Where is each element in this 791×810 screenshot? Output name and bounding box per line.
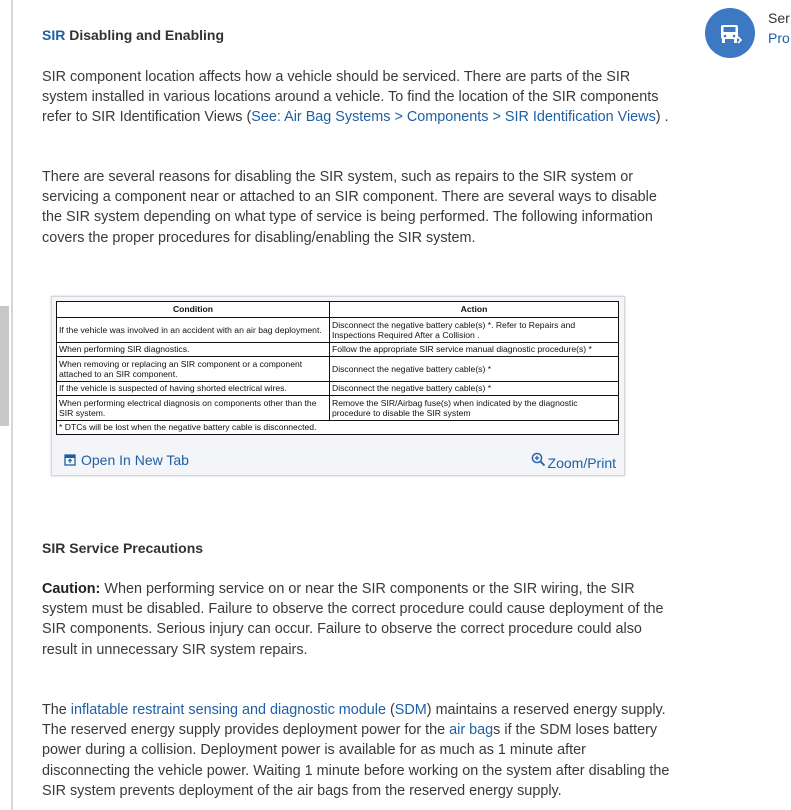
sdm-link[interactable]: SDM [394, 702, 427, 718]
table-row [57, 396, 619, 421]
caution-text: When performing service on or near the SIR components or the SIR wiring, the SIR system must be disabled. Failure to observe the correct procedure could cause deployment of the SIR components. Serious injury can occur. Failure to observe the correct procedure could also result in unnecessary SIR system repairs. [42, 581, 664, 658]
para1-text: SIR component location affects how a vehicle should be serviced. There are parts of the SIR system installed in various locations around a vehicle. To find the location of the SIR components refer to SIR Identification Views ( [42, 69, 659, 126]
sdm-text-b: ( [386, 702, 395, 718]
scrollbar-thumb[interactable] [0, 306, 9, 426]
caution-label: Caution: [42, 581, 101, 597]
table-row [57, 318, 619, 343]
header-action: Action [330, 302, 619, 318]
table-cell: Remove the SIR/Airbag fuse(s) when indicated by the diagnostic procedure to disable the SIR system [330, 396, 619, 421]
table-cell: When performing electrical diagnosis on components other than the SIR system. [57, 396, 330, 421]
table-cell: Disconnect the negative battery cable(s) * [330, 382, 619, 396]
open-in-new-tab-button[interactable] [64, 452, 189, 468]
table-cell: If the vehicle was involved in an accident with an air bag deployment. [57, 318, 330, 343]
sir-title-link[interactable]: SIR [42, 27, 66, 43]
section-title-rest: Disabling and Enabling [65, 27, 225, 43]
intro-paragraph [42, 67, 674, 128]
air-bag-link[interactable]: air bag [449, 722, 494, 739]
reasons-paragraph: There are several reasons for disabling the SIR system, such as repairs to the SIR system or servicing a component near or attached to an SIR component. There are several ways to disable the SIR system depending on what type of service is being performed. The following information covers the proper procedures for disabling/enabling the SIR system. [42, 169, 657, 246]
table-cell: Disconnect the negative battery cable(s) *. Refer to Repairs and Inspections Required After a Collision . [330, 318, 619, 343]
open-tab-label: Open In New Tab [81, 452, 189, 468]
table-cell: When removing or replacing an SIR component or a component attached to an SIR component. [57, 357, 330, 382]
sdm-paragraph [42, 700, 674, 801]
condition-action-table [56, 301, 619, 435]
zoom-print-button[interactable] [531, 452, 616, 471]
section-title-disabling [42, 27, 224, 43]
zoom-label: Zoom/Print [547, 455, 616, 471]
table-cell: When performing SIR diagnostics. [57, 343, 330, 357]
para1-end: ) . [655, 109, 669, 126]
table-footnote-row [57, 421, 619, 435]
sidebar-link[interactable]: Pro [768, 30, 790, 46]
table-cell: Follow the appropriate SIR service manual diagnostic procedure(s) * [330, 343, 619, 357]
sir-identification-link[interactable]: See: Air Bag Systems > Components > SIR Identification Views [251, 109, 656, 126]
sdm-text-d: s if the SDM loses battery power during a collision. Deployment power is available for as much as 1 minute after disconnecting the vehicle power. Waiting 1 minute before working on the system after disabling the SIR system prevents deployment of the air bags from the reserved energy supply. [42, 722, 670, 799]
table-row [57, 343, 619, 357]
condition-action-table-panel [51, 296, 625, 476]
sdm-full-link[interactable]: inflatable restraint sensing and diagnostic module [70, 702, 386, 718]
service-badge[interactable] [705, 8, 755, 58]
left-scrollbar[interactable] [0, 0, 13, 810]
vehicle-service-icon [705, 8, 755, 58]
sdm-text-c: ) maintains a reserved energy supply. The reserved energy supply provides deployment power for the [42, 702, 666, 739]
table-row [57, 382, 619, 396]
section-title-precautions: SIR Service Precautions [42, 540, 204, 556]
table-cell: Disconnect the negative battery cable(s) * [330, 357, 619, 382]
zoom-icon [531, 452, 546, 467]
table-footnote: * DTCs will be lost when the negative battery cable is disconnected. [57, 421, 619, 435]
table-header-row [57, 302, 619, 318]
table-cell: If the vehicle is suspected of having shorted electrical wires. [57, 382, 330, 396]
open-tab-icon [64, 454, 76, 466]
sidebar-heading: Ser [768, 10, 790, 26]
header-condition: Condition [57, 302, 330, 318]
table-row [57, 357, 619, 382]
caution-paragraph [42, 579, 674, 660]
sdm-text-a: The [42, 702, 71, 718]
